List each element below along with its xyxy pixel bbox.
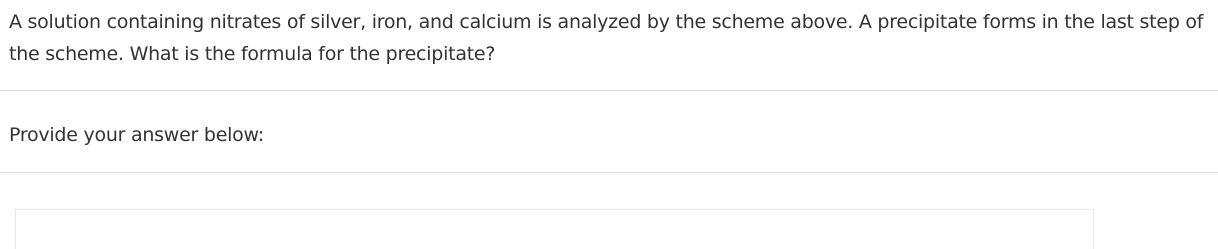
section-divider <box>0 172 1218 173</box>
answer-prompt-label: Provide your answer below: <box>9 124 264 146</box>
section-divider <box>0 90 1218 91</box>
answer-input[interactable] <box>15 209 1094 249</box>
question-text: A solution containing nitrates of silver, iron, and calcium is analyzed by the scheme above. A precipitate forms in the last step of the scheme. What is the formula for the precipitate? <box>9 11 1204 65</box>
